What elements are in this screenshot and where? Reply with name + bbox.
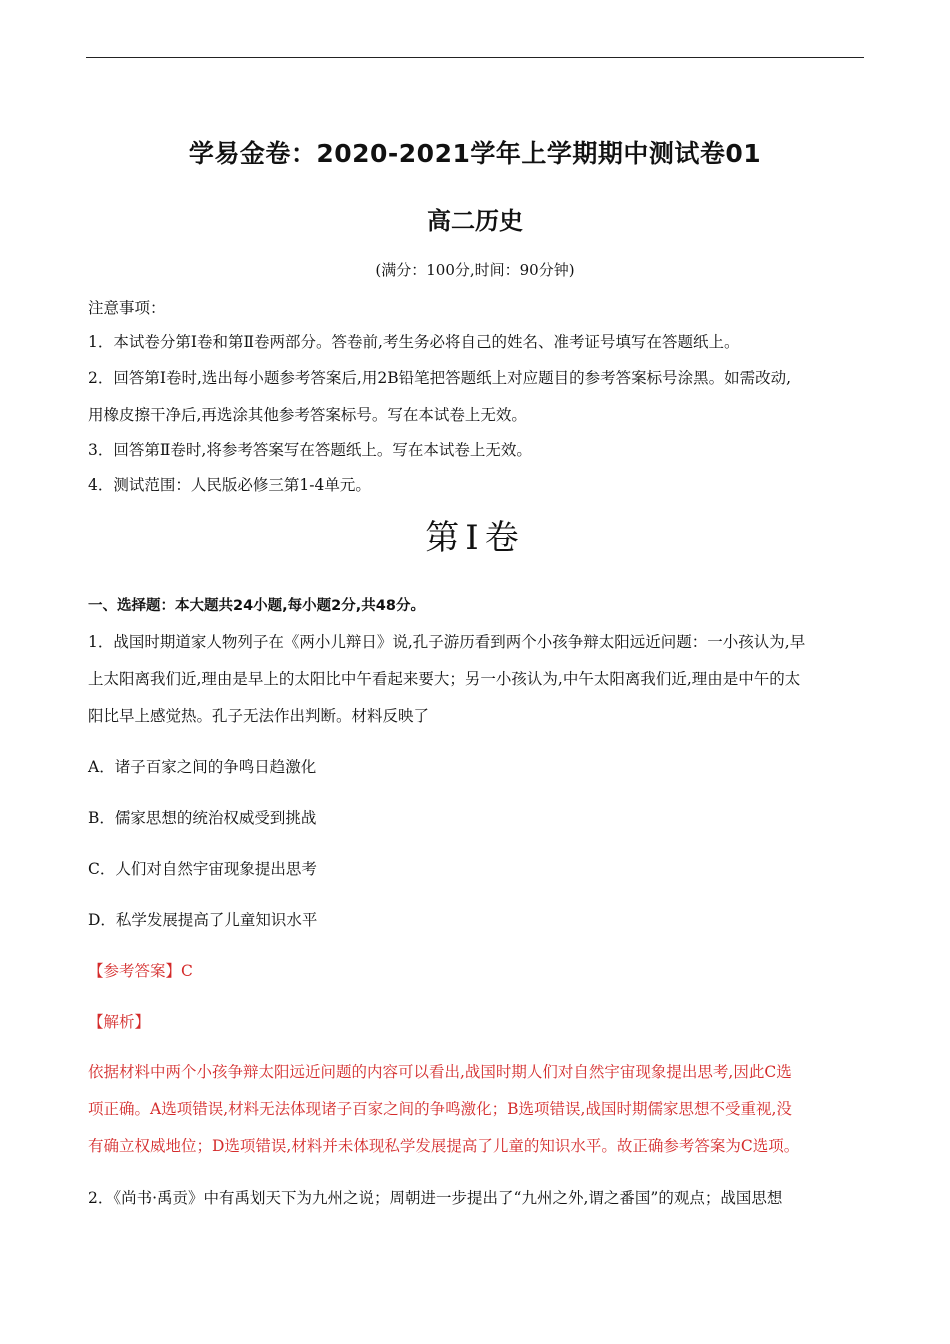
note-line: 用橡皮擦干净后,再选涂其他参考答案标号。写在本试卷上无效。 (88, 406, 527, 424)
notes-heading: 注意事项： (88, 299, 166, 317)
volume-title: 第Ⅰ卷 (425, 518, 525, 558)
option-d: D．私学发展提高了儿童知识水平 (88, 911, 318, 929)
option-c: C．人们对自然宇宙现象提出思考 (88, 860, 317, 878)
question-stem-line: 2．《尚书·禹贡》中有禹划天下为九州之说；周朝进一步提出了“九州之外,谓之番国”的观点；战国思想 (88, 1189, 783, 1207)
question-stem-line: 阳比早上感觉热。孔子无法作出判断。材料反映了 (88, 707, 430, 725)
section-heading: 一、选择题：本大题共24小题,每小题2分,共48分。 (88, 598, 425, 614)
header-rule (86, 57, 864, 58)
note-line: 3．回答第Ⅱ卷时,将参考答案写在答题纸上。写在本试卷上无效。 (88, 441, 532, 459)
question-stem-line: 上太阳离我们近,理由是早上的太阳比中午看起来要大；另一小孩认为,中午太阳离我们近,理由是中午的太 (88, 670, 801, 688)
analysis-label: 【解析】 (88, 1013, 151, 1031)
note-line: 4．测试范围：人民版必修三第1-4单元。 (88, 476, 371, 494)
analysis-line: 有确立权威地位；D选项错误,材料并未体现私学发展提高了儿童的知识水平。故正确参考答案为C选项。 (88, 1137, 800, 1155)
answer-label: 【参考答案】C (88, 962, 193, 980)
note-line: 2．回答第Ⅰ卷时,选出每小题参考答案后,用2B铅笔把答题纸上对应题目的参考答案标号涂黑。如需改动, (88, 369, 792, 387)
subject-title: 高二历史 (427, 207, 523, 235)
score-info: (满分：100分,时间：90分钟) (375, 261, 575, 279)
option-b: B．儒家思想的统治权威受到挑战 (88, 809, 317, 827)
analysis-line: 项正确。A选项错误,材料无法体现诸子百家之间的争鸣激化；B选项错误,战国时期儒家思想不受重视,没 (88, 1100, 792, 1118)
option-a: A．诸子百家之间的争鸣日趋激化 (88, 758, 317, 776)
exam-title: 学易金卷：2020-2021学年上学期期中测试卷01 (188, 139, 762, 168)
analysis-line: 依据材料中两个小孩争辩太阳远近问题的内容可以看出,战国时期人们对自然宇宙现象提出思考,因此C选 (88, 1063, 792, 1081)
question-stem-line: 1．战国时期道家人物列子在《两小儿辩日》说,孔子游历看到两个小孩争辩太阳远近问题：一小孩认为,早 (88, 633, 806, 651)
note-line: 1．本试卷分第Ⅰ卷和第Ⅱ卷两部分。答卷前,考生务必将自己的姓名、准考证号填写在答题纸上。 (88, 333, 740, 351)
